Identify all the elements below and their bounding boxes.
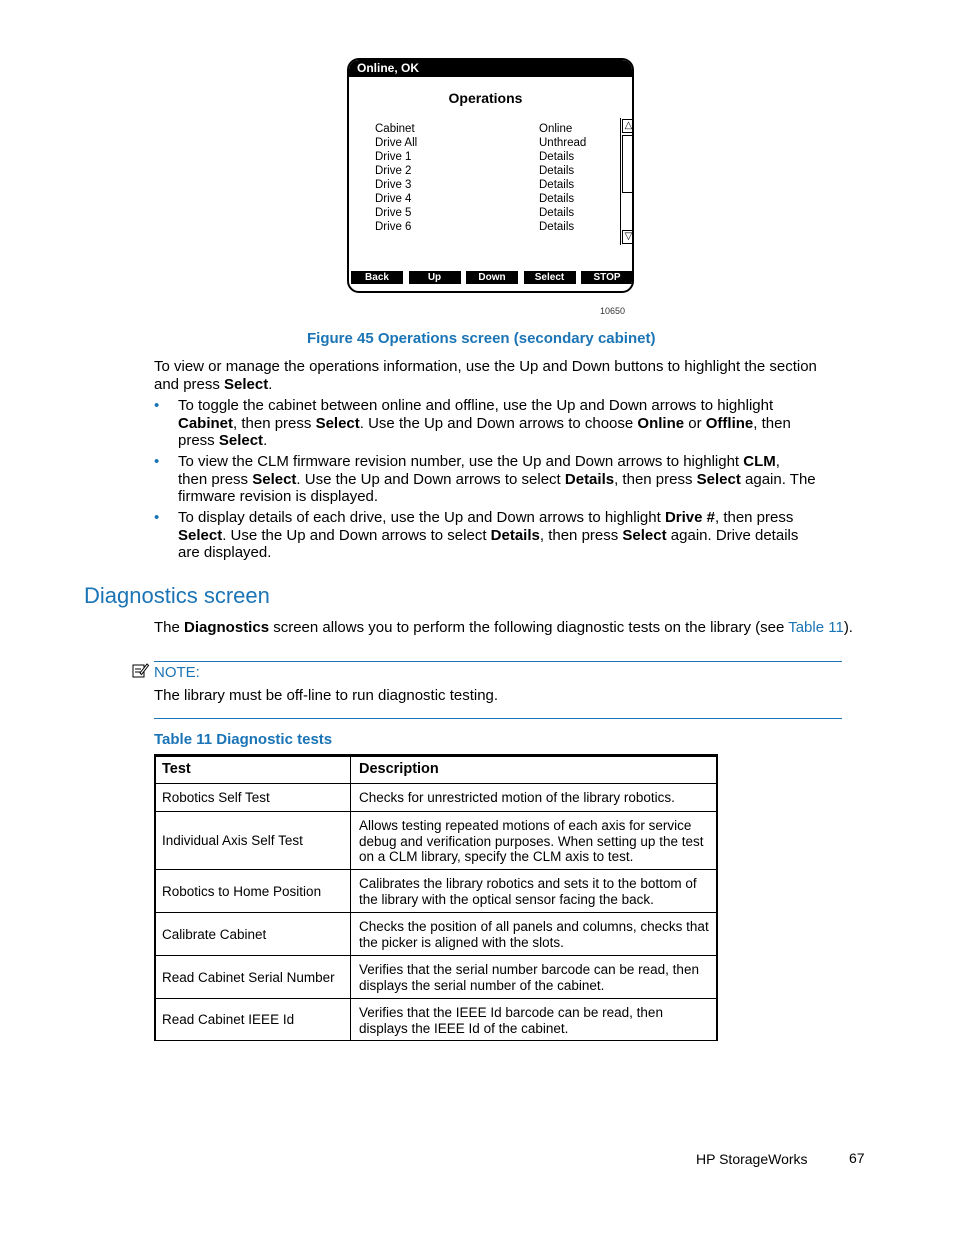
status-bar: Online, OK [349, 60, 632, 77]
menu-item-label: Cabinet [375, 123, 415, 135]
table-11-link[interactable]: Table 11 [788, 619, 844, 636]
note-label: NOTE: [154, 664, 200, 681]
cell-description [359, 876, 714, 907]
table-caption: Table 11 Diagnostic tests [154, 731, 333, 748]
cell-test: Robotics to Home Position [162, 884, 322, 899]
cell-description [359, 962, 714, 993]
bullet-line: To toggle the cabinet between online and offline, use the Up and Down arrows to highlight [178, 397, 774, 414]
menu-item-action: Online [539, 123, 573, 135]
header-description: Description [359, 761, 439, 777]
menu-item-label: Drive 1 [375, 151, 412, 163]
soft-key-select[interactable]: Select [524, 271, 576, 284]
screen-title: Operations [448, 90, 523, 106]
menu-item-label: Drive 5 [375, 207, 412, 219]
cell-test: Read Cabinet Serial Number [162, 970, 335, 985]
soft-key-down[interactable]: Down [466, 271, 518, 284]
intro-line: and press Select. [154, 375, 273, 393]
cell-test: Read Cabinet IEEE Id [162, 1012, 295, 1027]
page-number: 67 [849, 1150, 865, 1166]
menu-item-action: Details [539, 207, 575, 219]
description-line: Checks for unrestricted motion of the library robotics. [359, 790, 675, 805]
description-line: debug and verification purposes. When setting up the test [359, 833, 704, 849]
bullet-dot: • [154, 397, 160, 414]
section-title: Diagnostics screen [84, 583, 270, 608]
cell-test: Individual Axis Self Test [162, 833, 303, 848]
soft-key-bar [349, 271, 632, 284]
figure-id: 10650 [600, 306, 626, 316]
bullet-line: Cabinet, then press Select. Use the Up and Down arrows to choose Online or Offline, then [178, 414, 791, 432]
table-row [154, 999, 718, 1041]
table-row [154, 870, 718, 913]
menu-item-label: Drive 3 [375, 179, 412, 191]
note-top-rule [154, 661, 842, 662]
bullet-line: Select. Use the Up and Down arrows to select Details, then press Select again. Drive details [178, 526, 799, 544]
bullet-item [178, 509, 798, 562]
menu-item-action: Details [539, 179, 575, 191]
menu-item-label: Drive 6 [375, 221, 412, 233]
soft-key-back[interactable]: Back [351, 271, 403, 284]
menu-row[interactable] [349, 206, 632, 220]
table-header-row [154, 754, 718, 784]
description-line: Checks the position of all panels and columns, checks that [359, 919, 709, 934]
soft-key-up[interactable]: Up [409, 271, 461, 284]
menu-item-label: Drive 2 [375, 165, 412, 177]
menu-row[interactable] [349, 178, 632, 192]
bullet-line: To view the CLM firmware revision number, use the Up and Down arrows to highlight CLM, [178, 453, 780, 470]
description-line: the library with the optical sensor facing the back. [359, 891, 654, 907]
note-bottom-rule [154, 718, 842, 719]
note-text: The library must be off-line to run diagnostic testing. [154, 687, 499, 704]
description-line: displays the IEEE Id of the cabinet. [359, 1020, 569, 1036]
menu-row[interactable] [349, 192, 632, 206]
description-line: Calibrates the library robotics and sets it to the bottom of [359, 876, 697, 891]
table-row [154, 784, 718, 812]
menu-row[interactable] [349, 136, 632, 150]
footer-product: HP StorageWorks [696, 1151, 808, 1167]
table-row [154, 956, 718, 999]
menu-item-label: Drive 4 [375, 193, 412, 205]
figure-caption: Figure 45 Operations screen (secondary cabinet) [307, 330, 656, 347]
description-line: Allows testing repeated motions of each axis for service [359, 818, 692, 833]
menu-item-action: Details [539, 151, 575, 163]
description-line: Verifies that the serial number barcode can be read, then [359, 962, 699, 977]
cell-description [359, 790, 714, 806]
menu-item-action: Details [539, 221, 575, 233]
bullet-line: press Select. [178, 432, 268, 449]
triangle-down-icon: ▽ [622, 230, 634, 244]
bullet-line: are displayed. [178, 544, 272, 561]
scroll-thumb [622, 135, 634, 193]
cell-description [359, 1005, 714, 1036]
header-test: Test [162, 761, 191, 777]
cell-test: Robotics Self Test [162, 790, 270, 805]
menu-item-action: Details [539, 193, 575, 205]
operations-screen-figure [347, 58, 634, 293]
cell-description [359, 818, 714, 865]
bullet-item [178, 397, 791, 450]
cell-test: Calibrate Cabinet [162, 927, 267, 942]
intro-line: To view or manage the operations information, use the Up and Down buttons to highlight the section [154, 358, 817, 375]
bullet-line: then press Select. Use the Up and Down arrows to select Details, then press Select again. The [178, 470, 816, 488]
section-paragraph: The Diagnostics screen allows you to perform the following diagnostic tests on the library (see Table 11). [154, 619, 853, 636]
menu-row[interactable] [349, 164, 632, 178]
table-row [154, 812, 718, 870]
menu-item-action: Unthread [539, 137, 587, 149]
cell-description [359, 919, 714, 950]
description-line: displays the serial number of the cabinet. [359, 977, 605, 993]
soft-key-stop[interactable]: STOP [581, 271, 633, 284]
triangle-up-icon: △ [622, 119, 634, 133]
bullet-dot: • [154, 509, 160, 526]
description-line: Verifies that the IEEE Id barcode can be read, then [359, 1005, 663, 1020]
bullet-line: To display details of each drive, use the Up and Down arrows to highlight Drive #, then press [178, 509, 794, 526]
bullet-item [178, 453, 816, 506]
scrollbar [620, 118, 634, 245]
menu-item-action: Details [539, 165, 575, 177]
table-row [154, 913, 718, 956]
menu-row[interactable] [349, 220, 632, 234]
note-pencil-icon [132, 662, 149, 684]
description-line: on a CLM library, specify the CLM axis to test. [359, 849, 634, 864]
menu-row[interactable] [349, 150, 632, 164]
bullet-line: firmware revision is displayed. [178, 488, 379, 505]
menu-item-label: Drive All [375, 137, 418, 149]
menu-row[interactable] [349, 122, 632, 136]
description-line: the picker is aligned with the slots. [359, 934, 564, 950]
bullet-dot: • [154, 453, 160, 470]
intro-paragraph [154, 358, 817, 393]
